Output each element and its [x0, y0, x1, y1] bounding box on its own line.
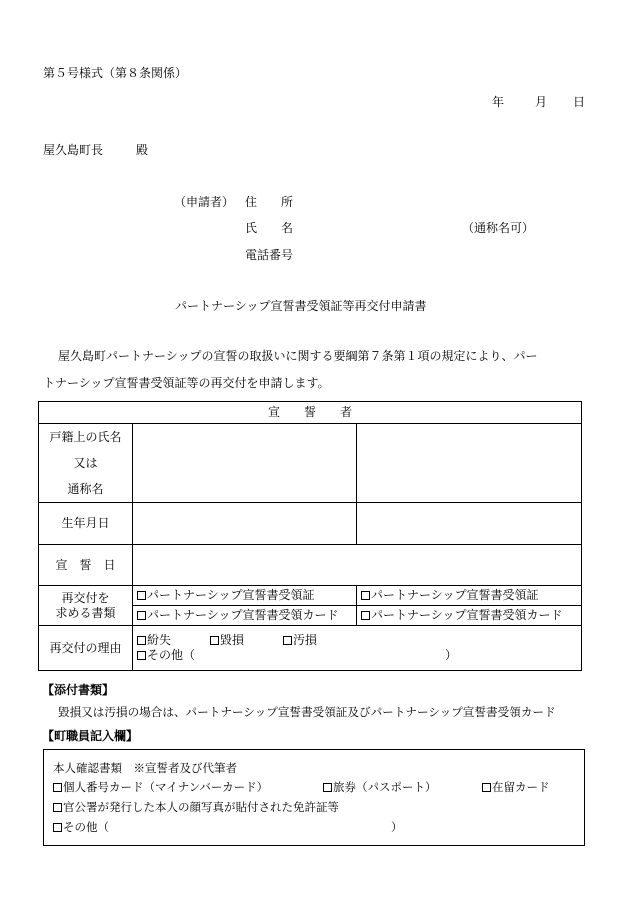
- doc-card-option-2[interactable]: [357, 606, 582, 626]
- applicant-label: （申請者）: [174, 195, 235, 209]
- staff-other-close: ）: [391, 820, 403, 834]
- applicant-phone-label: 電話番号: [245, 248, 294, 262]
- residence-card-option[interactable]: [482, 781, 550, 795]
- checkbox-icon[interactable]: [137, 651, 146, 660]
- declarant-table: [38, 401, 582, 671]
- alias-note: （通称名可）: [462, 221, 535, 235]
- doc-certificate-option-1[interactable]: [133, 586, 357, 606]
- birthdate-label: 生年月日: [61, 516, 110, 531]
- declarant-header-text: 宣 誓 者: [268, 405, 353, 420]
- documents-label-cell: [39, 586, 133, 626]
- passport-option[interactable]: [323, 781, 437, 795]
- doc-certificate-label-1: パートナーシップ宣誓書受領証: [147, 588, 315, 603]
- reason-soiled-label: 汚損: [293, 633, 318, 648]
- reason-other-label: その他（: [147, 648, 196, 663]
- passport-label: 旅券（パスポート）: [333, 780, 437, 794]
- doc-card-label-1: パートナーシップ宣誓書受領カード: [147, 608, 339, 623]
- checkbox-icon[interactable]: [53, 823, 62, 832]
- reason-damaged-label: 毀損: [220, 633, 245, 648]
- checkbox-icon[interactable]: [53, 783, 62, 792]
- declarant-header: [39, 402, 582, 424]
- reason-label: 再交付の理由: [49, 640, 122, 655]
- addressee-name: 屋久島町長: [43, 143, 104, 157]
- birthdate-label-cell: [39, 503, 133, 545]
- doc-card-label-2: パートナーシップ宣誓書受領カード: [371, 608, 563, 623]
- form-number: 第５号様式（第８条関係）: [43, 66, 188, 80]
- addressee-honorific: 殿: [136, 143, 149, 157]
- checkbox-icon[interactable]: [53, 803, 62, 812]
- doc-card-option-1[interactable]: [133, 606, 357, 626]
- attachments-heading: 【添付書類】: [42, 683, 115, 697]
- staff-heading: 【町職員記入欄】: [42, 729, 139, 743]
- oath-date-label-cell: [39, 545, 133, 586]
- my-number-card-option[interactable]: [53, 781, 268, 795]
- checkbox-icon[interactable]: [210, 636, 219, 645]
- reason-other-close: ）: [445, 648, 458, 663]
- attachments-text: 毀損又は汚損の場合は、パートナーシップ宣誓書受領証及びパートナーシップ宣誓書受領カード: [58, 705, 556, 719]
- staff-entry-box: [43, 749, 585, 846]
- date-day-label: 日: [573, 95, 586, 109]
- id-docs-label: 本人確認書類 ※宣誓者及び代筆者: [53, 761, 237, 775]
- applicant-name-label: 氏 名: [245, 221, 294, 235]
- staff-other-option[interactable]: [53, 821, 403, 835]
- checkbox-icon[interactable]: [283, 636, 292, 645]
- birthdate-field-2[interactable]: [357, 503, 582, 545]
- checkbox-icon[interactable]: [323, 783, 332, 792]
- photo-license-option[interactable]: [53, 801, 339, 815]
- checkbox-icon[interactable]: [361, 591, 370, 600]
- name-field-1[interactable]: [133, 424, 357, 503]
- reason-label-cell: [39, 626, 133, 671]
- checkbox-icon[interactable]: [137, 611, 146, 620]
- date-year-label: 年: [492, 95, 505, 109]
- body-line-1: 屋久島町パートナーシップの宣誓の取扱いに関する要綱第７条第１項の規定により、パー: [58, 349, 538, 363]
- checkbox-icon[interactable]: [137, 591, 146, 600]
- checkbox-icon[interactable]: [137, 636, 146, 645]
- birthdate-field-1[interactable]: [133, 503, 357, 545]
- doc-certificate-option-2[interactable]: [357, 586, 582, 606]
- documents-label-line2: 求める書類: [55, 605, 116, 620]
- photo-license-label: 官公署が発行した本人の顔写真が貼付された免許証等: [63, 800, 339, 814]
- document-title: パートナーシップ宣誓書受領証等再交付申請書: [175, 299, 427, 313]
- date-month-label: 月: [535, 95, 548, 109]
- oath-date-field[interactable]: [133, 545, 582, 586]
- doc-certificate-label-2: パートナーシップ宣誓書受領証: [371, 588, 539, 603]
- reason-options-cell: [133, 626, 582, 671]
- body-line-2: トナーシップ宣誓書受領証等の再交付を申請します。: [43, 376, 330, 390]
- checkbox-icon[interactable]: [482, 783, 491, 792]
- residence-card-label: 在留カード: [492, 780, 550, 794]
- name-label-cell: [39, 424, 133, 503]
- applicant-address-label: 住 所: [245, 195, 294, 209]
- documents-label-line1: 再交付を: [61, 591, 110, 606]
- my-number-card-label: 個人番号カード（マイナンバーカード）: [63, 780, 269, 794]
- name-field-2[interactable]: [357, 424, 582, 503]
- name-label-line3: 通称名: [67, 482, 104, 496]
- staff-other-label: その他（: [63, 820, 109, 834]
- oath-date-label: 宣 誓 日: [55, 557, 116, 572]
- reason-lost-label: 紛失: [147, 633, 172, 648]
- checkbox-icon[interactable]: [361, 611, 370, 620]
- name-label-line2: 又は: [73, 456, 98, 470]
- name-label-line1: 戸籍上の氏名: [49, 430, 122, 444]
